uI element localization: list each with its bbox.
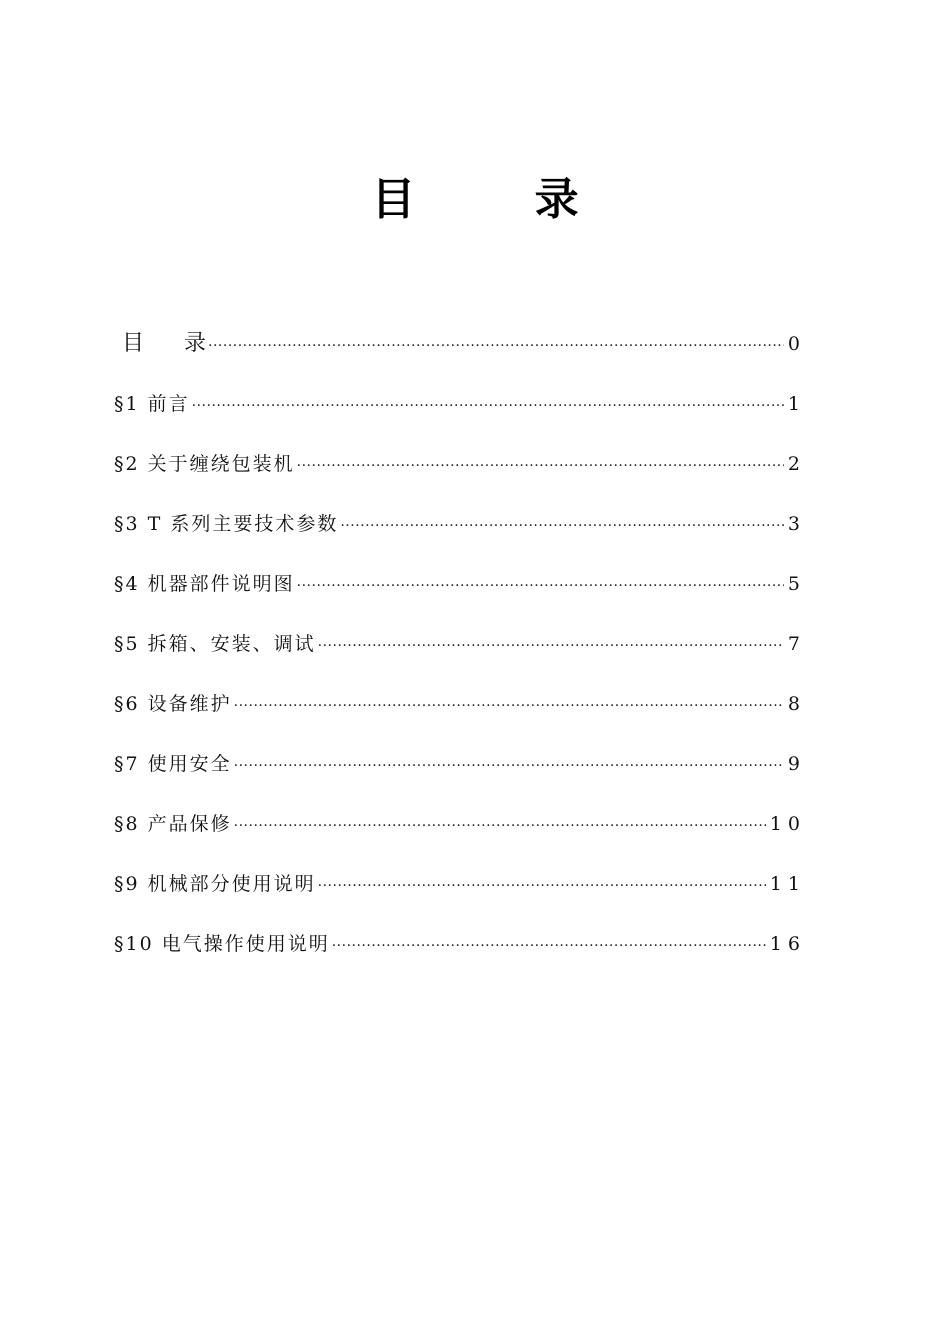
dot-leader (234, 690, 784, 714)
toc-entry[interactable] (114, 356, 800, 416)
toc-page-number: 8 (787, 693, 800, 715)
toc-entry-label: §1 前言 (114, 393, 190, 415)
toc-page-number: 1 0 (769, 813, 800, 835)
toc-page-number: 2 (787, 453, 800, 475)
toc-entry[interactable] (114, 716, 800, 776)
toc-entry[interactable] (114, 596, 800, 656)
toc-page-number: 5 (787, 573, 800, 595)
toc-page-number: 0 (787, 333, 800, 355)
dot-leader (297, 570, 784, 594)
toc-page-number: 7 (787, 633, 800, 655)
table-of-contents (114, 296, 800, 956)
dot-leader (234, 810, 766, 834)
dot-leader (234, 750, 784, 774)
toc-entry[interactable] (114, 536, 800, 596)
toc-entry[interactable] (114, 896, 800, 956)
dot-leader (208, 330, 784, 354)
toc-page-number: 3 (787, 513, 800, 535)
dot-leader (297, 450, 784, 474)
dot-leader (318, 630, 784, 654)
toc-page-number: 9 (787, 753, 800, 775)
toc-entry-label: §7 使用安全 (114, 753, 232, 775)
toc-page-number: 1 6 (769, 933, 800, 955)
dot-leader (192, 390, 784, 414)
toc-page-number: 1 (787, 393, 800, 415)
toc-entry-label: §8 产品保修 (114, 813, 232, 835)
toc-entry-label: §5 拆箱、安装、调试 (114, 633, 316, 655)
toc-entry-label: §9 机械部分使用说明 (114, 873, 316, 895)
toc-entry[interactable] (114, 776, 800, 836)
dot-leader (340, 510, 784, 534)
toc-entry-label: 目 录 (122, 331, 207, 356)
toc-entry[interactable] (114, 836, 800, 896)
toc-page-number: 1 1 (769, 873, 800, 895)
toc-entry-label: §4 机器部件说明图 (114, 573, 295, 595)
toc-entry[interactable] (114, 416, 800, 476)
toc-entry[interactable] (114, 656, 800, 716)
dot-leader (318, 870, 766, 894)
page-title: 目 录 (371, 174, 631, 225)
toc-entry-label: §3 T 系列主要技术参数 (114, 513, 339, 535)
toc-entry-contents[interactable] (114, 296, 800, 356)
toc-entry-label: §2 关于缠绕包装机 (114, 453, 295, 475)
toc-entry-label: §10 电气操作使用说明 (114, 933, 330, 955)
toc-entry[interactable] (114, 476, 800, 536)
toc-entry-label: §6 设备维护 (114, 693, 232, 715)
dot-leader (332, 930, 766, 954)
